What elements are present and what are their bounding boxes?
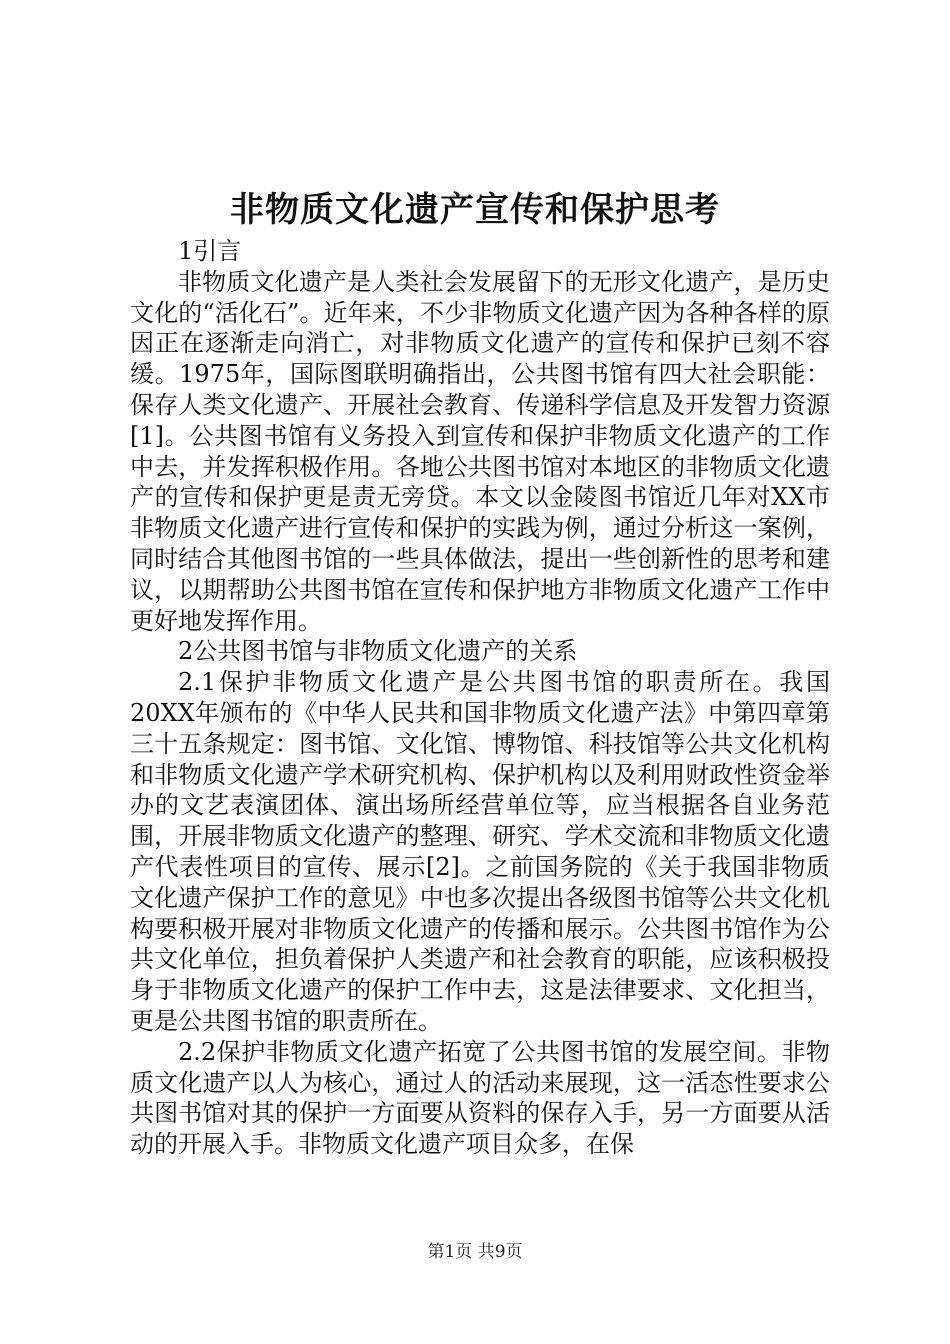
body-paragraph: 2.1保护非物质文化遗产是公共图书馆的职责所在。我国20XX年颁布的《中华人民共和国非物质文化遗产法》中第四章第三十五条规定：图书馆、文化馆、博物馆、科技馆等公共文化机构和非物质文化遗产学术研究机构、保护机构以及利用财政性资金举办的文艺表演团体、演出场所经营单位等，应当根据各自业务范围，开展非物质文化遗产的整理、研究、学术交流和非物质文化遗产代表性项目的宣传、展示[2]。之前国务院的《关于我国非物质文化遗产保护工作的意见》中也多次提出各级图书馆等公共文化机构要积极开展对非物质文化遗产的传播和展示。公共图书馆作为公共文化单位，担负着保护人类遗产和社会教育的职能，应该积极投身于非物质文化遗产的保护工作中去，这是法律要求、文化担当，更是公共图书馆的职责所在。 (130, 668, 830, 1035)
document-body (130, 236, 830, 1160)
document-title: 非物质文化遗产宣传和保护思考 (230, 190, 720, 230)
section-heading-intro: 1引言 (178, 237, 242, 265)
body-paragraph: 非物质文化遗产是人类社会发展留下的无形文化遗产，是历史文化的“活化石”。近年来，不少非物质文化遗产因为各种各样的原因正在逐渐走向消亡，对非物质文化遗产的宣传和保护已刻不容缓。1975年，国际图联明确指出，公共图书馆有四大社会职能：保存人类文化遗产、开展社会教育、传递科学信息及开发智力资源[1]。公共图书馆有义务投入到宣传和保护非物质文化遗产的工作中去，并发挥积极作用。各地公共图书馆对本地区的非物质文化遗产的宣传和保护更是责无旁贷。本文以金陵图书馆近几年对XX市非物质文化遗产进行宣传和保护的实践为例，通过分析这一案例，同时结合其他图书馆的一些具体做法，提出一些创新性的思考和建议，以期帮助公共图书馆在宣传和保护地方非物质文化遗产工作中更好地发挥作用。 (130, 267, 830, 635)
body-paragraph: 2.2保护非物质文化遗产拓宽了公共图书馆的发展空间。非物质文化遗产以人为核心，通过人的活动来展现，这一活态性要求公共图书馆对其的保护一方面要从资料的保存入手，另一方面要从活动的开展入手。非物质文化遗产项目众多，在保 (130, 1037, 830, 1159)
page-footer: 第1页 共9页 (427, 1242, 523, 1262)
section-heading-relationship: 2公共图书馆与非物质文化遗产的关系 (178, 637, 578, 666)
